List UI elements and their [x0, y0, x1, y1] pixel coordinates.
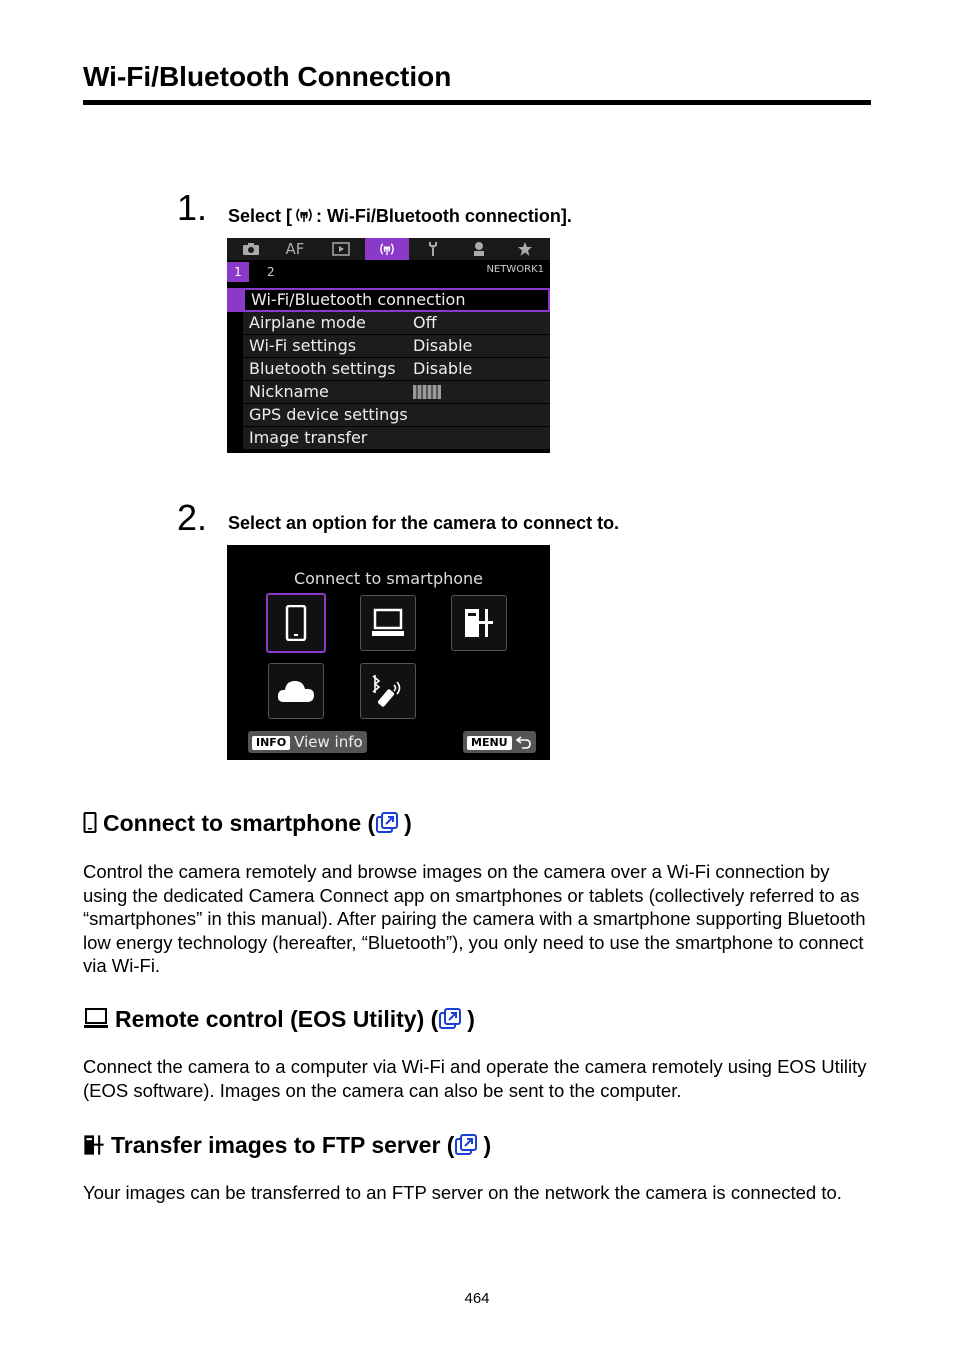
info-tag: INFO — [252, 736, 290, 750]
tab-camera[interactable] — [229, 238, 273, 260]
menu-tab-bar — [227, 238, 550, 260]
view-info-button[interactable] — [248, 731, 367, 753]
remote-option-button[interactable] — [360, 663, 416, 719]
menu-page-label: NETWORK1 — [486, 264, 544, 275]
link-reference-icon[interactable] — [376, 812, 398, 834]
star-icon — [517, 241, 533, 257]
subtab-2[interactable]: 2 — [267, 265, 275, 279]
menu-tag: MENU — [467, 736, 512, 750]
section-heading-close: ) — [483, 1132, 492, 1158]
menu-row-value: Off — [413, 313, 437, 332]
menu-row-value: Disable — [413, 336, 473, 355]
menu-row-label: Airplane mode — [249, 313, 366, 332]
section-heading-text: Remote control (EOS Utility) ( — [115, 1006, 439, 1032]
pixelated-name-icon — [413, 385, 441, 399]
step-2-text: Select an option for the camera to connect to. — [228, 513, 620, 533]
section-heading-remote-control — [83, 1004, 475, 1034]
tab-play[interactable] — [319, 238, 363, 260]
tab-setup[interactable] — [411, 238, 455, 260]
person-gear-icon — [471, 241, 487, 257]
menu-subtab-bar — [227, 260, 550, 284]
menu-back-button[interactable] — [463, 731, 536, 753]
section-body-ftp: Your images can be transferred to an FTP server on the network the camera is connected to. — [83, 1182, 842, 1203]
ftp-server-icon — [83, 1134, 105, 1156]
wireless-icon — [292, 207, 316, 223]
menu-row[interactable] — [243, 404, 550, 427]
return-icon — [516, 735, 532, 749]
nickname-pixelated-value — [413, 381, 441, 405]
tab-mymenu[interactable] — [503, 238, 547, 260]
computer-icon — [83, 1008, 109, 1030]
link-reference-icon[interactable] — [455, 1134, 477, 1156]
menu-row[interactable] — [243, 358, 550, 381]
selection-bar-left — [227, 288, 243, 312]
camera-icon — [242, 242, 260, 256]
menu-row-label: GPS device settings — [249, 405, 408, 424]
smartphone-option-button[interactable] — [266, 593, 326, 653]
computer-icon — [371, 608, 405, 638]
page-title: Wi-Fi/Bluetooth Connection — [83, 60, 871, 105]
step-1-number: 1. — [177, 187, 208, 228]
menu-row-label: Wi-Fi/Bluetooth connection — [251, 290, 466, 309]
step-1-text-pre: Select [ — [228, 206, 293, 226]
cloud-icon — [276, 678, 316, 704]
step-1-text — [228, 205, 572, 227]
connect-options-screen — [227, 545, 550, 760]
smartphone-icon — [83, 812, 97, 834]
menu-row[interactable] — [243, 427, 550, 450]
section-heading-text: Transfer images to FTP server ( — [111, 1132, 455, 1158]
section-heading-text: Connect to smartphone ( — [103, 810, 376, 836]
link-reference-icon[interactable] — [439, 1008, 461, 1030]
section-heading-ftp — [83, 1130, 491, 1160]
network-menu-screen — [227, 238, 550, 453]
step-1-text-post: : Wi-Fi/Bluetooth connection]. — [316, 206, 572, 226]
subtab-1[interactable]: 1 — [227, 262, 249, 282]
menu-row[interactable] — [243, 312, 550, 335]
tab-af[interactable]: AF — [285, 240, 305, 258]
section-body-remote-control: Connect the camera to a computer via Wi-Fi and operate the camera remotely using EOS Utility (EOS software). Images on the camera can also be sent to the computer. — [83, 1056, 867, 1101]
menu-row-label: Nickname — [249, 382, 329, 401]
menu-row[interactable] — [243, 288, 550, 312]
cloud-option-button[interactable] — [268, 663, 324, 719]
tab-custom[interactable] — [457, 238, 501, 260]
page-number: 464 — [464, 1290, 490, 1307]
menu-row-label: Bluetooth settings — [249, 359, 396, 378]
play-icon — [332, 242, 350, 256]
view-info-label: View info — [294, 733, 363, 751]
menu-row-label: Image transfer — [249, 428, 368, 447]
ftp-server-icon — [463, 607, 495, 639]
ftp-server-option-button[interactable] — [451, 595, 507, 651]
bluetooth-remote-icon — [370, 673, 406, 709]
section-heading-smartphone — [83, 808, 412, 838]
section-heading-close: ) — [467, 1006, 475, 1032]
menu-row-label: Wi-Fi settings — [249, 336, 357, 355]
wireless-icon — [376, 242, 398, 256]
section-body-smartphone: Control the camera remotely and browse images on the camera over a Wi-Fi connection by using the dedicated Camera Connect app on smartphones or tablets (collectively referred to as “smartphones” in this manual). After pairing the camera with a smartphone supporting Bluetooth low energy technology (hereafter, “Bluetooth”), you only need to use the smartphone to connect via Wi-Fi. — [83, 861, 866, 976]
connect-screen-title: Connect to smartphone — [293, 569, 484, 588]
smartphone-icon — [285, 605, 307, 641]
step-2-number: 2. — [177, 497, 208, 538]
section-heading-close: ) — [404, 810, 412, 836]
menu-row[interactable] — [243, 335, 550, 358]
tab-wireless[interactable] — [365, 238, 409, 260]
computer-option-button[interactable] — [360, 595, 416, 651]
wrench-icon — [426, 241, 440, 257]
menu-row[interactable] — [243, 381, 550, 404]
menu-row-value: Disable — [413, 359, 473, 378]
